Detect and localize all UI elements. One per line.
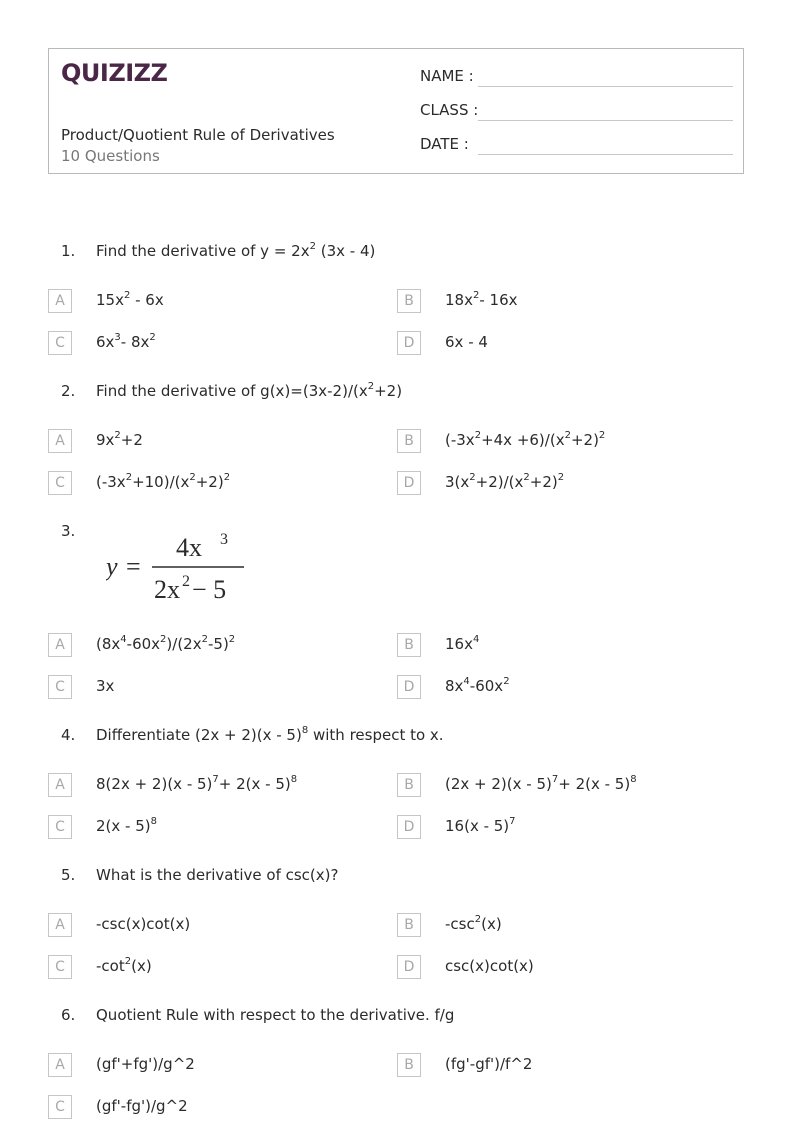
- name-label: NAME :: [420, 67, 474, 85]
- question-text: Differentiate (2x + 2)(x - 5)$^8$ with respect to x.: [96, 725, 444, 744]
- option-letter: A: [48, 633, 72, 657]
- name-line: [478, 86, 733, 87]
- formula-num-exponent: 3: [220, 531, 228, 548]
- question-text: What is the derivative of csc(x)?: [96, 866, 339, 884]
- option-letter: D: [397, 675, 421, 699]
- option-letter: C: [48, 471, 72, 495]
- option-text: $(-3x^2+10)/(x^2+2)^2$: [96, 472, 231, 491]
- option-text: csc(x)cot(x): [445, 957, 534, 975]
- option-text: $9x^2+2$: [96, 430, 143, 449]
- option-letter: C: [48, 815, 72, 839]
- option-letter: D: [397, 331, 421, 355]
- option-text: (fg'-gf')/f^2: [445, 1055, 533, 1073]
- option-text: $-\cot^2(x)$: [96, 956, 152, 975]
- option-text: 2(x - 5)$^8$: [96, 816, 157, 835]
- option-letter: A: [48, 773, 72, 797]
- question-count: 10 Questions: [61, 147, 160, 165]
- formula-equals: =: [126, 552, 141, 581]
- option-text: -csc(x)cot(x): [96, 915, 191, 933]
- worksheet-header: [48, 48, 744, 174]
- option-text: $6x^3-$ $8x^2$: [96, 332, 156, 351]
- option-letter: C: [48, 675, 72, 699]
- class-label: CLASS :: [420, 101, 479, 119]
- question-number: 1.: [61, 242, 76, 260]
- class-field[interactable]: [420, 101, 733, 123]
- option-text: 16(x - 5)$^7$: [445, 816, 516, 835]
- option-text: $(8x^4-60x^2)/(2x^2-5)^2$: [96, 634, 236, 653]
- question-number: 4.: [61, 726, 76, 744]
- question-number: 3.: [61, 522, 76, 540]
- option-text: $(-3x^2+4x +6)/(x^2+2)^2$: [445, 430, 606, 449]
- option-text: $15x^2 - 6x$: [96, 290, 164, 309]
- option-letter: B: [397, 289, 421, 313]
- option-text: (gf'+fg')/g^2: [96, 1055, 195, 1073]
- question-number: 6.: [61, 1006, 76, 1024]
- question-text: Quotient Rule with respect to the derivative. f/g: [96, 1006, 455, 1024]
- option-text: 6x - 4: [445, 333, 488, 351]
- option-letter: B: [397, 773, 421, 797]
- option-letter: A: [48, 289, 72, 313]
- option-letter: A: [48, 913, 72, 937]
- question-formula: [106, 528, 256, 608]
- question-number: 5.: [61, 866, 76, 884]
- option-text: (gf'-fg')/g^2: [96, 1097, 188, 1115]
- option-letter: A: [48, 1053, 72, 1077]
- question-text: Find the derivative of $g(x)=(3x-2)/(x^2+2)$: [96, 381, 403, 400]
- question-text: Find the derivative of $y = 2x^2$ (3x - 4): [96, 241, 376, 260]
- option-text: $8x^4-60x^2$: [445, 676, 510, 695]
- class-line: [478, 120, 733, 121]
- option-text: 3x: [96, 677, 115, 695]
- option-letter: C: [48, 331, 72, 355]
- option-text: $16x^4$: [445, 634, 480, 653]
- formula-denominator-b: − 5: [192, 575, 227, 604]
- option-letter: B: [397, 913, 421, 937]
- option-letter: D: [397, 815, 421, 839]
- option-letter: A: [48, 429, 72, 453]
- option-letter: C: [48, 1095, 72, 1119]
- question-number: 2.: [61, 382, 76, 400]
- formula-den-exponent: 2: [182, 573, 190, 590]
- option-letter: B: [397, 633, 421, 657]
- date-label: DATE :: [420, 135, 469, 153]
- option-letter: B: [397, 429, 421, 453]
- formula-y: y: [106, 552, 118, 581]
- formula-numerator: 4x: [176, 533, 202, 562]
- option-letter: C: [48, 955, 72, 979]
- option-text: 8(2x + 2)(x - 5)$^7$+ 2(x - 5)$^8$: [96, 774, 298, 793]
- option-letter: D: [397, 471, 421, 495]
- quizizz-logo: QUIZIZZ: [61, 59, 168, 87]
- date-line: [478, 154, 733, 155]
- name-field[interactable]: [420, 67, 733, 89]
- worksheet-title: Product/Quotient Rule of Derivatives: [61, 126, 335, 144]
- option-letter: D: [397, 955, 421, 979]
- formula-denominator-a: 2x: [154, 575, 180, 604]
- option-letter: B: [397, 1053, 421, 1077]
- option-text: (2x + 2)(x - 5)$^7$+ 2(x - 5)$^8$: [445, 774, 637, 793]
- option-text: $-\csc^2(x)$: [445, 914, 502, 933]
- date-field[interactable]: [420, 135, 733, 157]
- option-text: $18x^2-$ 16x: [445, 290, 518, 309]
- option-text: $3(x^2+2)/(x^2+2)^2$: [445, 472, 565, 491]
